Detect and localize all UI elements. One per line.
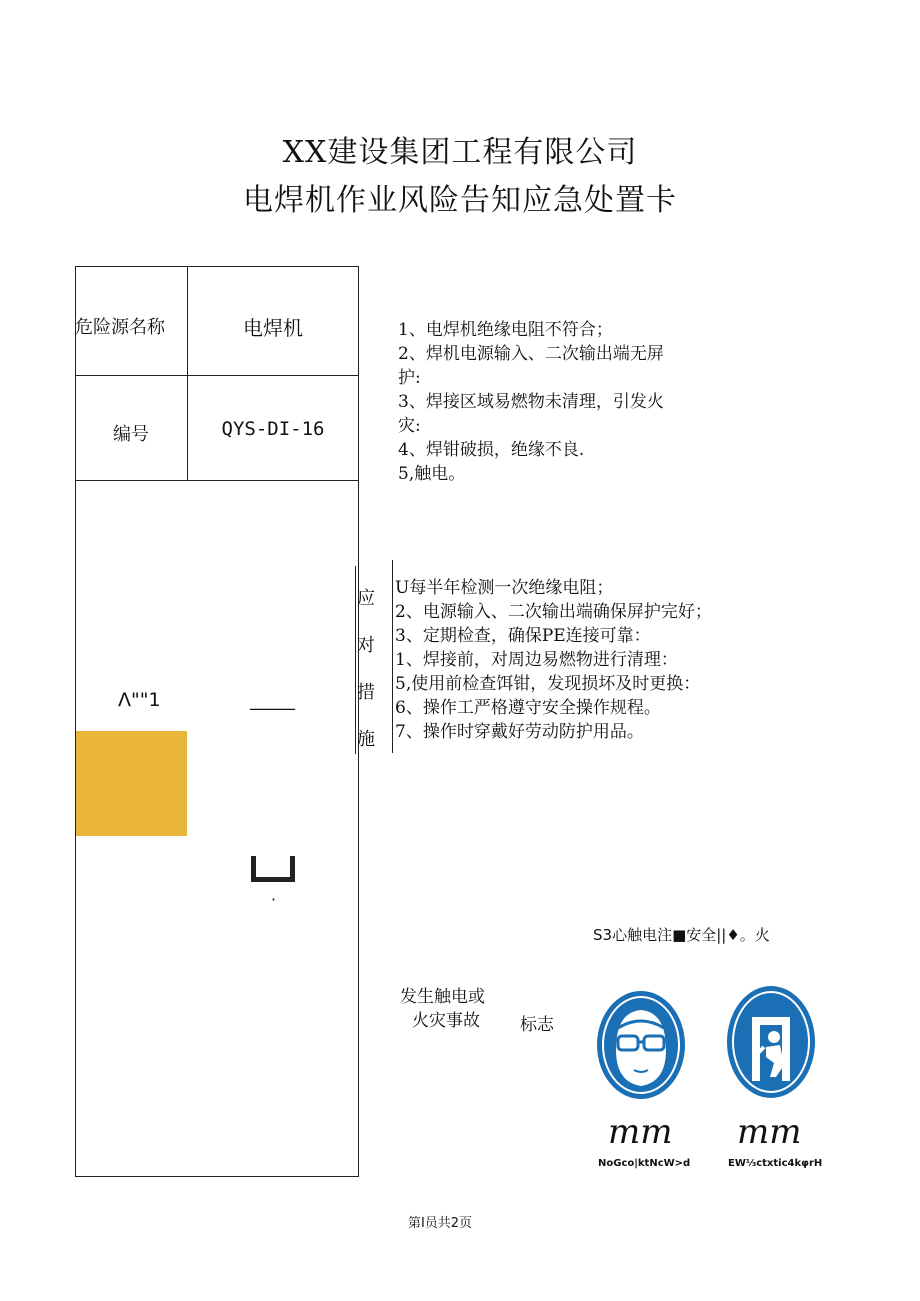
list-item: 1、电焊机绝缘电阻不符合； bbox=[398, 320, 613, 340]
list-item: 4、焊钳破损，绝缘不良. bbox=[398, 440, 585, 460]
risk-list bbox=[398, 318, 664, 486]
hazard-value: 电焊机 bbox=[243, 316, 303, 340]
garbled-text-left: Λ""1 bbox=[118, 689, 161, 711]
list-item: 7、操作时穿戴好劳动防护用品。 bbox=[395, 722, 644, 742]
hazard-label: 危险源名称 bbox=[75, 317, 165, 338]
list-item: 灾: bbox=[398, 416, 421, 436]
sign2-mm: mm bbox=[737, 1112, 802, 1152]
list-item: 1、焊接前，对周边易燃物进行清理： bbox=[395, 650, 678, 670]
sign-label: 标志 bbox=[520, 1015, 554, 1035]
signs-heading: S3心触电注■安全||♦。火 bbox=[593, 926, 770, 944]
measures-list bbox=[395, 576, 712, 744]
measures-divider-right bbox=[392, 560, 393, 753]
list-item: 5,使用前检查饵钳，发现损坏及时更换： bbox=[395, 674, 701, 694]
list-item: 2、焊机电源输入、二次输出端无屏 bbox=[398, 344, 664, 364]
measures-heading bbox=[354, 584, 378, 772]
sign1-mm: mm bbox=[608, 1112, 673, 1152]
measures-divider-left bbox=[355, 566, 356, 754]
heading-char: 对 bbox=[357, 635, 375, 656]
dot-mark: · bbox=[271, 890, 277, 909]
highlight-block bbox=[76, 731, 187, 836]
id-value: QYS-DI-16 bbox=[221, 418, 325, 440]
id-label: 编号 bbox=[113, 424, 149, 445]
list-item: 6、操作工严格遵守安全操作规程。 bbox=[395, 698, 661, 718]
heading-char: 施 bbox=[357, 729, 375, 750]
protective-clothing-sign-icon bbox=[726, 985, 816, 1100]
accident-label-line1: 发生触电或 bbox=[400, 987, 485, 1007]
heading-char: 措 bbox=[357, 682, 375, 703]
list-item: 3、焊接区域易燃物未清理，引发火 bbox=[398, 392, 664, 412]
list-item: 2、电源输入、二次输出端确保屏护完好； bbox=[395, 602, 712, 622]
list-item: U每半年检测一次绝缘电阻； bbox=[395, 578, 614, 598]
list-item: 护: bbox=[398, 368, 421, 388]
goggles-sign-icon bbox=[596, 990, 686, 1100]
accident-label-line2: 火灾事故 bbox=[412, 1011, 480, 1031]
heading-char: 应 bbox=[357, 588, 375, 609]
list-item: 5,触电。 bbox=[398, 464, 466, 484]
sign2-caption: EW⅓ctxtic4kφrH bbox=[728, 1158, 823, 1169]
list-item: 3、定期检查，确保PE连接可靠： bbox=[395, 626, 651, 646]
garbled-underline: _____ bbox=[250, 690, 295, 711]
card-title: 电焊机作业风险告知应急处置卡 bbox=[243, 183, 677, 218]
sign1-caption: NoGco|ktNcW>d bbox=[598, 1158, 691, 1169]
company-title: XX建设集团工程有限公司 bbox=[282, 135, 638, 170]
page-footer: 第I员共2页 bbox=[407, 1216, 473, 1231]
